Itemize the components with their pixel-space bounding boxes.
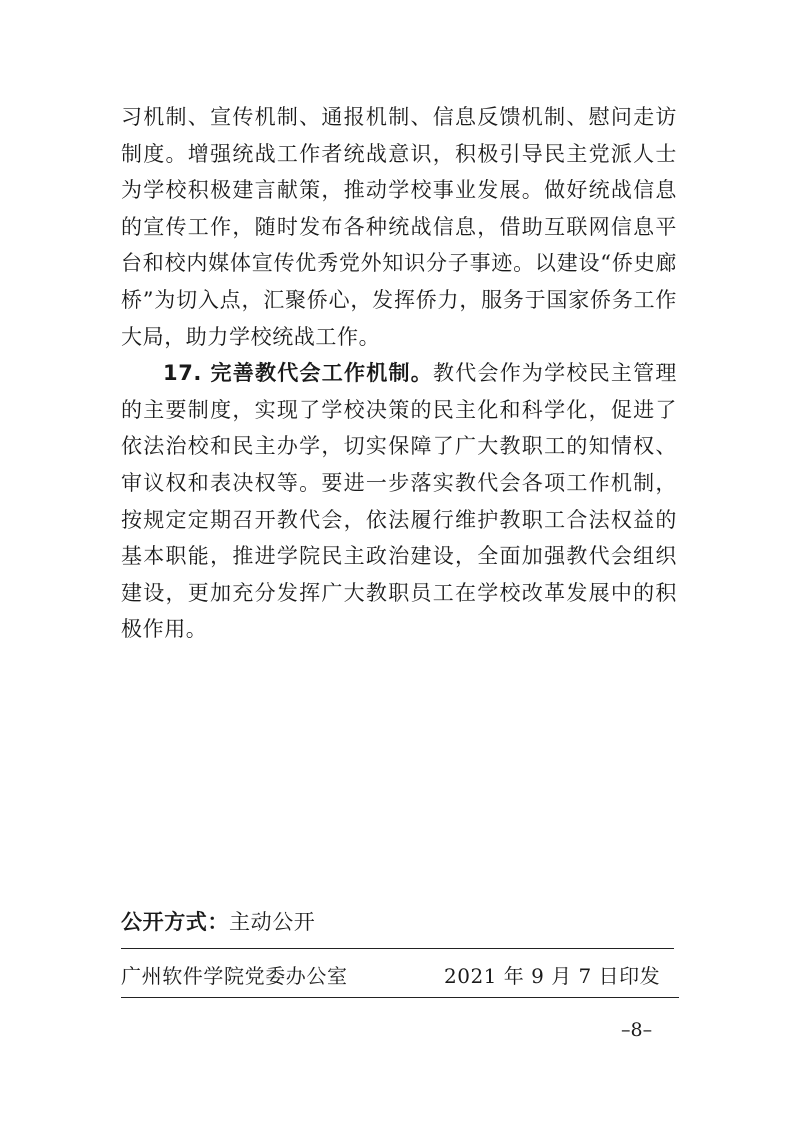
section-17-body: 教代会作为学校民主管理的主要制度，实现了学校决策的民主化和科学化，促进了依法治校和民主办学，切实保障了广大教职工的知情权、审议权和表决权等。要进一步落实教代会各项工作机制，按规定定期召开教代会，依法履行维护教职工合法权益的基本职能，推进学院民主政治建设，全面加强教代会组织建设，更加充分发挥广大教职员工在学校改革发展中的积极作用。 — [121, 361, 677, 642]
publicity-value: 主动公开 — [229, 910, 316, 934]
document-body — [121, 99, 677, 648]
issuer-name: 广州软件学院党委办公室 — [121, 964, 348, 988]
footer-divider-bottom — [121, 997, 679, 998]
issue-date: 2021 年 9 月 7 日印发 — [444, 964, 661, 988]
footer-divider-top — [121, 948, 674, 949]
page-number: –8– — [621, 1019, 653, 1041]
publicity-line — [121, 906, 315, 936]
publicity-label: 公开方式： — [121, 910, 229, 934]
section-17-heading: 17. 完善教代会工作机制。 — [163, 361, 433, 386]
continuation-paragraph: 习机制、宣传机制、通报机制、信息反馈机制、慰问走访制度。增强统战工作者统战意识，积极引导民主党派人士为学校积极建言献策，推动学校事业发展。做好统战信息的宣传工作，随时发布各种统战信息，借助互联网信息平台和校内媒体宣传优秀党外知识分子事迹。以建设“侨史廊桥”为切入点，汇聚侨心，发挥侨力，服务于国家侨务工作大局，助力学校统战工作。 — [121, 105, 677, 349]
section-17-paragraph — [121, 355, 677, 648]
